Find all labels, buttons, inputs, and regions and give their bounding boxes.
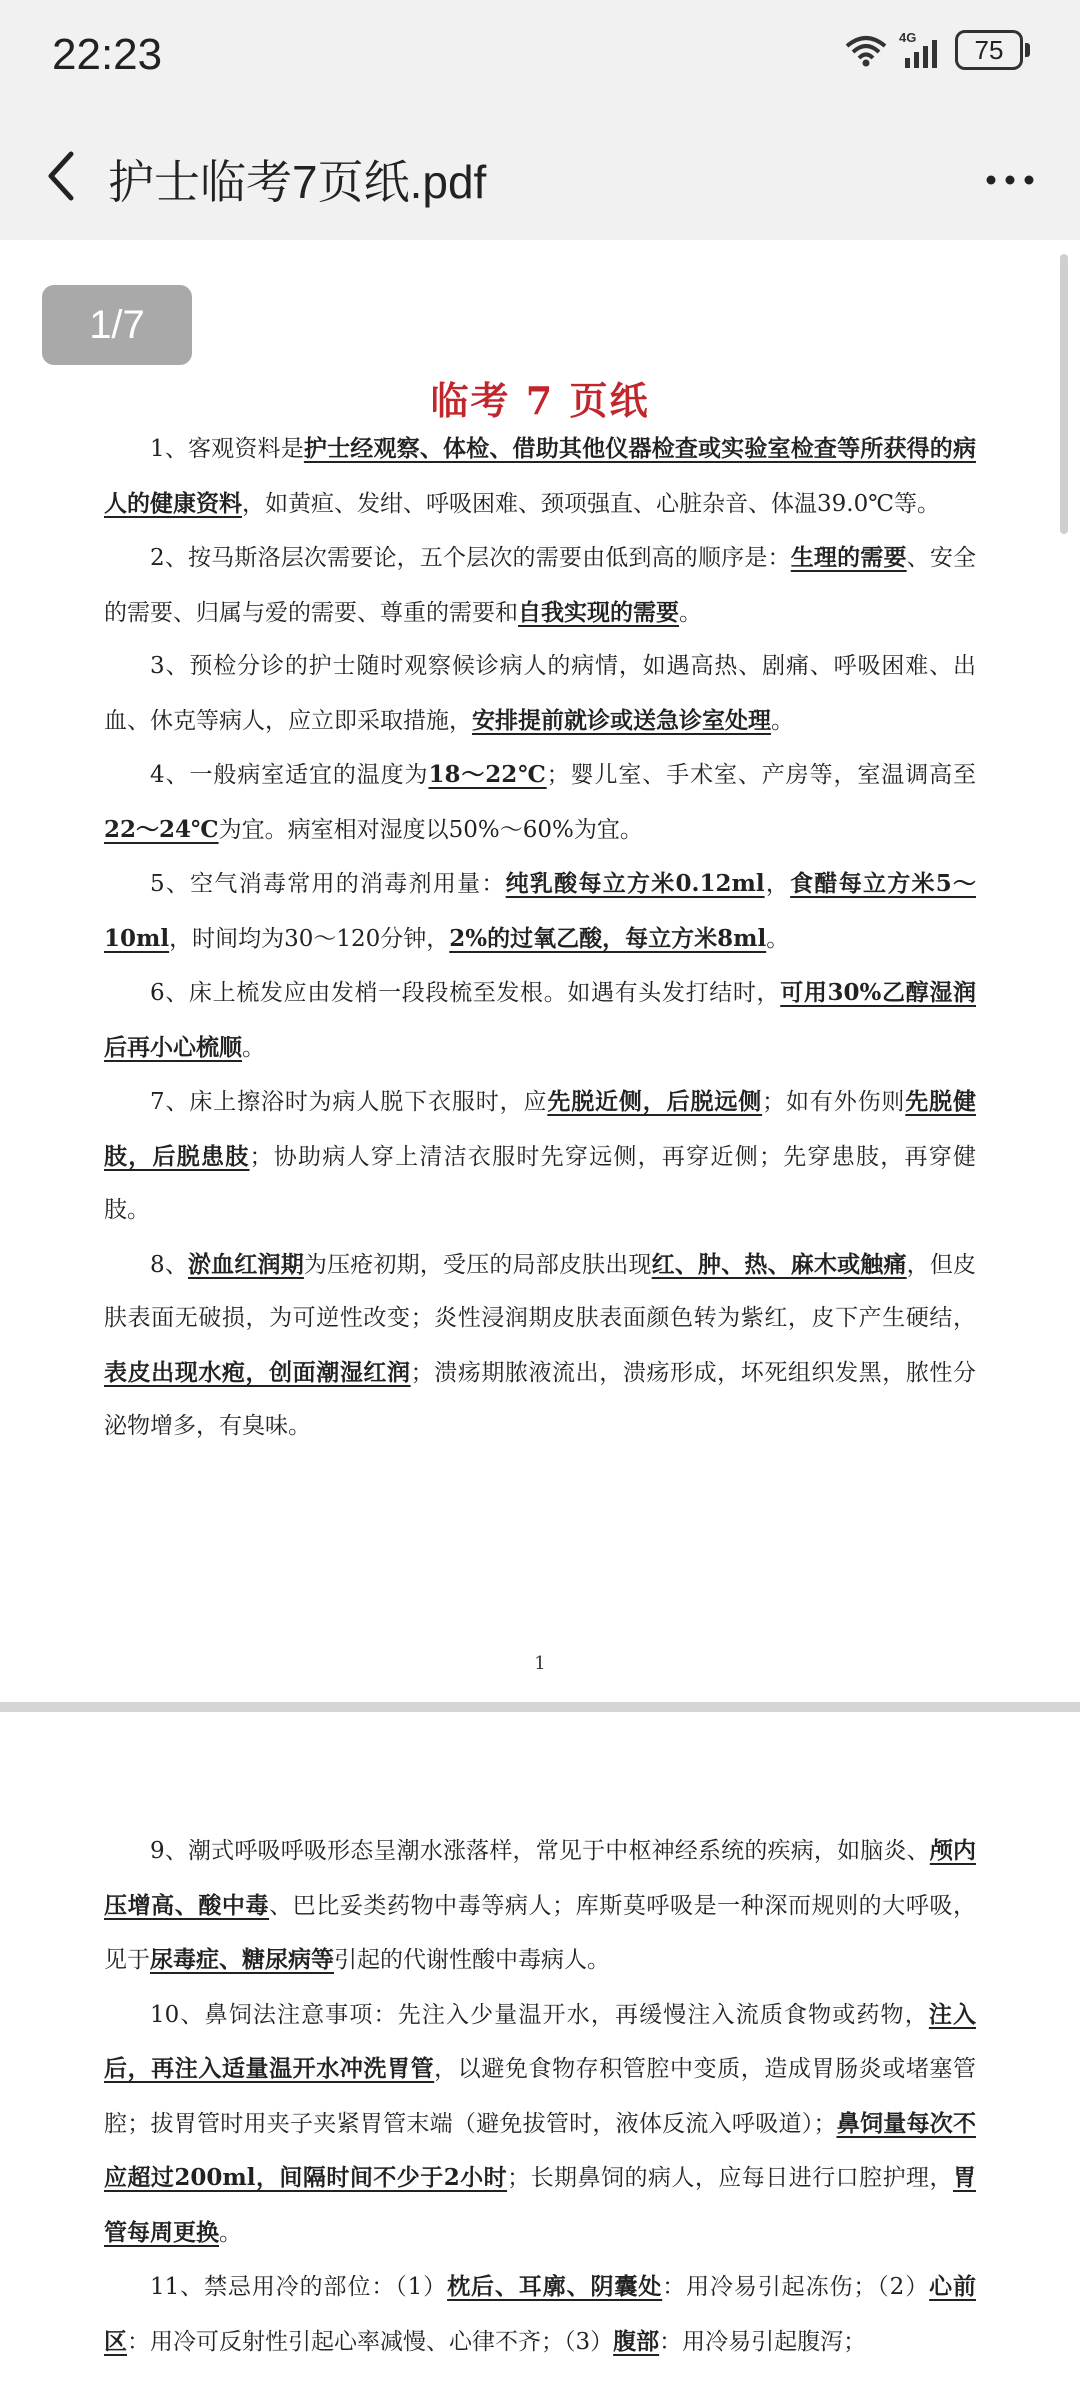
- item-9: 9、潮式呼吸呼吸形态呈潮水涨落样，常见于中枢神经系统的疾病，如脑炎、颅内压增高、酸中毒、巴比妥类药物中毒等病人；库斯莫呼吸是一种深而规则的大呼吸，见于尿毒症、糖尿病等引起的代谢性酸中毒病人。: [104, 1837, 977, 1973]
- signal-icon: [899, 30, 945, 70]
- back-button[interactable]: [30, 146, 90, 206]
- app-bar: [0, 120, 1080, 240]
- item-1: 1、客观资料是护士经观察、体检、借助其他仪器检查或实验室检查等所获得的病人的健康资料，如黄疸、发绀、呼吸困难、颈项强直、心脏杂音、体温39.0℃等。: [104, 435, 976, 517]
- page-separator: [0, 1702, 1080, 1712]
- item-5: 5、空气消毒常用的消毒剂用量：纯乳酸每立方米0.12ml，食醋每立方米5～10ml，时间均为30～120分钟，2%的过氧乙酸，每立方米8ml。: [104, 870, 977, 952]
- page-number: 1: [534, 1653, 546, 1674]
- wifi-icon: [843, 32, 889, 68]
- item-2: 2、按马斯洛层次需要论，五个层次的需要由低到高的顺序是：生理的需要、安全的需要、归属与爱的需要、尊重的需要和自我实现的需要。: [104, 544, 977, 626]
- item-8: 8、淤血红润期为压疮初期，受压的局部皮肤出现红、肿、热、麻木或触痛，但皮肤表面无破损，为可逆性改变；炎性浸润期皮肤表面颜色转为紫红，皮下产生硬结，表皮出现水疱，创面潮湿红润；溃疡期脓液流出，溃疡形成，坏死组织发黑，脓性分泌物增多，有臭味。: [104, 1250, 977, 1439]
- network-type: 4G: [899, 30, 917, 45]
- item-4: 4、一般病室适宜的温度为18～22℃；婴儿室、手术室、产房等，室温调高至22～24℃为宜。病室相对湿度以50%～60%为宜。: [104, 761, 976, 843]
- item-10: 10、鼻饲法注意事项：先注入少量温开水，再缓慢注入流质食物或药物，注入后，再注入适量温开水冲洗胃管，以避免食物存积管腔中变质，造成胃肠炎或堵塞管腔；拔胃管时用夹子夹紧胃管末端（避免拔管时，液体反流入呼吸道）；鼻饲量每次不应超过200ml，间隔时间不少于2小时；长期鼻饲的病人，应每日进行口腔护理，胃管每周更换。: [104, 2000, 977, 2246]
- item-11: 11、禁忌用冷的部位：（1）枕后、耳廓、阴囊处：用冷易引起冻伤；（2）心前区：用冷可反射性引起心率减慢、心律不齐；（3）腹部：用冷易引起腹泻；: [104, 2273, 977, 2355]
- pdf-viewer[interactable]: [0, 240, 1080, 2400]
- battery-level: 75: [955, 30, 1023, 70]
- back-arrow-icon: [45, 150, 75, 202]
- status-icons: [843, 30, 1030, 70]
- status-bar: [0, 0, 1080, 120]
- pdf-page-2: [0, 1712, 1080, 2400]
- more-options-button[interactable]: [978, 150, 1042, 210]
- battery-icon: [955, 30, 1030, 70]
- document-title: 临考 7 页纸: [430, 378, 650, 423]
- page-2-text: [104, 1824, 976, 2369]
- pdf-page-1: [0, 240, 1080, 1702]
- item-3: 3、预检分诊的护士随时观察候诊病人的病情，如遇高热、剧痛、呼吸困难、出血、休克等病人，应立即采取措施，安排提前就诊或送急诊室处理。: [104, 653, 976, 734]
- item-7: 7、床上擦浴时为病人脱下衣服时，应先脱近侧，后脱远侧；如有外伤则先脱健肢，后脱患肢；协助病人穿上清洁衣服时先穿远侧，再穿近侧；先穿患肢，再穿健肢。: [104, 1088, 977, 1223]
- status-time: 22:23: [52, 30, 163, 79]
- scrollbar-thumb[interactable]: [1060, 254, 1068, 534]
- page-1-text: [104, 422, 976, 1454]
- more-icon: [985, 174, 1035, 186]
- page-indicator: 1/7: [42, 285, 192, 365]
- file-title: 护士临考7页纸.pdf: [108, 156, 487, 208]
- item-6: 6、床上梳发应由发梢一段段梳至发根。如遇有头发打结时，可用30%乙醇湿润后再小心梳顺。: [104, 979, 976, 1061]
